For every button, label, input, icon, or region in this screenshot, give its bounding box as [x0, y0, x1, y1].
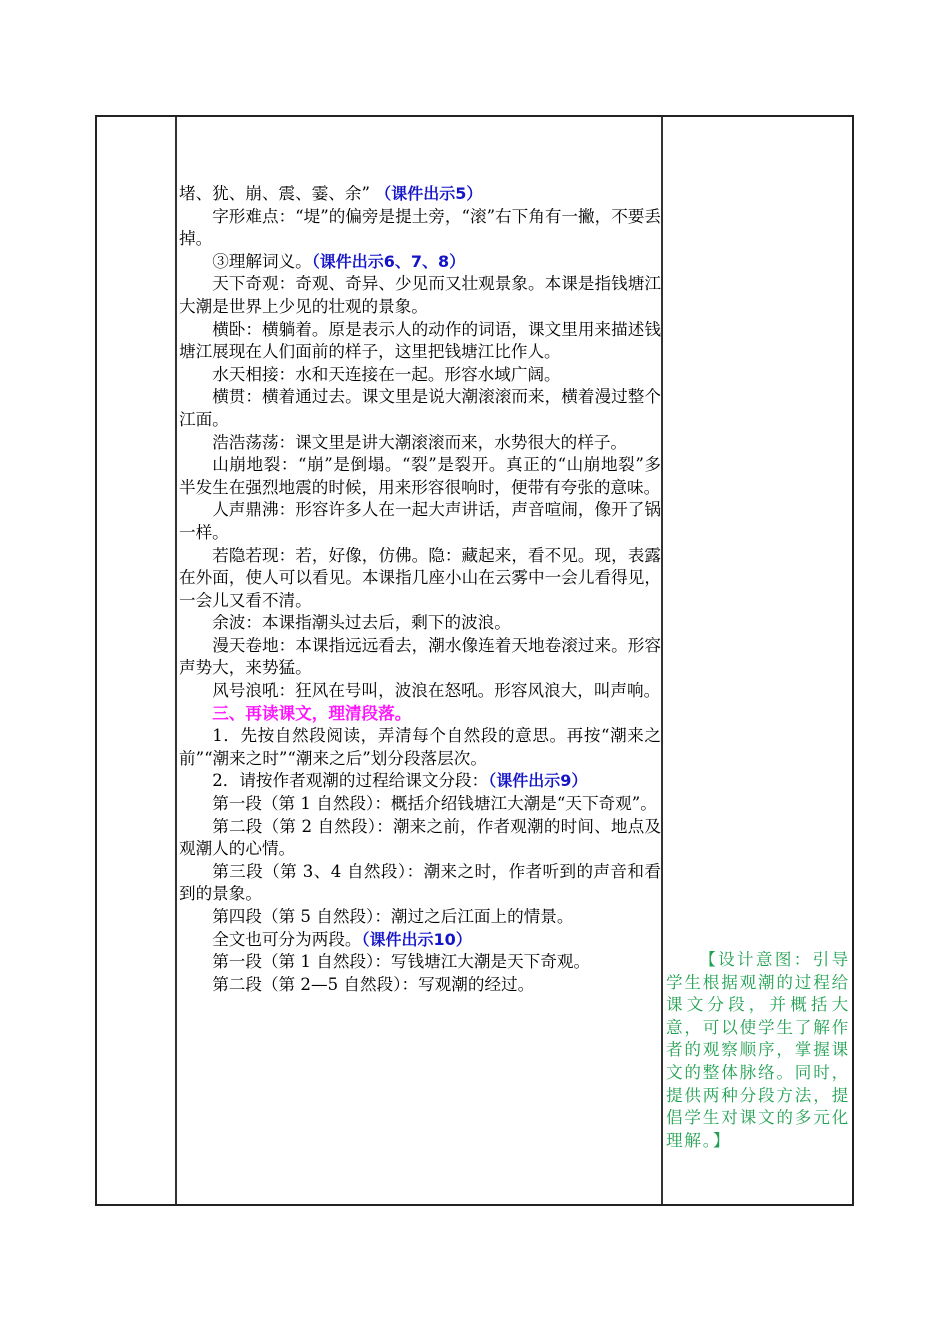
paragraph: 字形难点：“堤”的偏旁是提土旁，“滚”右下角有一撇，不要丢掉。: [179, 206, 661, 249]
design-intent-cell: [663, 117, 852, 1204]
vocab-definition: 若隐若现：若，好像，仿佛。隐：藏起来，看不见。现，表露在外面，使人可以看见。本课指几座小山在云雾中一会儿看得见，一会儿又看不清。: [179, 545, 661, 610]
design-intent-note: 【设计意图：引导学生根据观潮的过程给课文分段，并概括大意，可以使学生了解作者的观察顺序，掌握课文的整体脉络。同时，提供两种分段方法，提倡学生对课文的多元化理解。】: [666, 950, 850, 1150]
char-list-line: 堵、犹、崩、震、霎、余” （课件出示5）: [179, 184, 483, 203]
main-content-cell: [177, 117, 663, 1204]
section-heading: 三、再读课文，理清段落。: [212, 703, 412, 723]
vocab-definition: 风号浪吼：狂风在号叫，波浪在怒吼。形容风浪大，叫声响。: [212, 681, 661, 701]
courseware-tag: （课件出示5）: [375, 184, 483, 203]
lesson-plan-table: [95, 115, 854, 1206]
section-summary: 第一段（第 1 自然段）：写钱塘江大潮是天下奇观。: [212, 952, 591, 972]
vocab-definition: 山崩地裂：“崩”是倒塌。“裂”是裂开。真正的“山崩地裂”多半发生在强烈地震的时候，用来形容很响时，便带有夸张的意味。: [179, 455, 661, 497]
vocab-definition: 横贯：横着通过去。课文里是说大潮滚滚而来，横着漫过整个江面。: [179, 387, 661, 429]
left-column-cell: [97, 117, 177, 1204]
section-summary: 第四段（第 5 自然段）：潮过之后江面上的情景。: [212, 907, 574, 926]
vocab-definition: 天下奇观：奇观、奇异、少见而又壮观景象。本课是指钱塘江大潮是世界上少见的壮观的景象。: [179, 274, 661, 316]
courseware-tag: （课件出示10）: [361, 929, 472, 949]
lesson-body: [179, 183, 661, 996]
paragraph: 2．请按作者观潮的过程给课文分段：（课件出示9）: [212, 771, 588, 791]
courseware-tag: （课件出示6、7、8）: [311, 251, 466, 271]
vocab-definition: 漫天卷地：本课指远远看去，潮水像连着天地卷滚过来。形容声势大，来势猛。: [179, 635, 661, 678]
vocab-definition: 余波：本课指潮头过去后，剩下的波浪。: [212, 613, 511, 633]
paragraph: 1．先按自然段阅读，弄清每个自然段的意思。再按“潮来之前”“潮来之时”“潮来之后”划分段落层次。: [179, 726, 661, 768]
section-summary: 第一段（第 1 自然段）：概括介绍钱塘江大潮是“天下奇观”。: [212, 794, 657, 814]
courseware-tag: （课件出示9）: [488, 771, 588, 791]
section-summary: 第二段（第 2—5 自然段）：写观潮的经过。: [212, 974, 535, 994]
vocab-definition: 横卧：横躺着。原是表示人的动作的词语，课文里用来描述钱塘江展现在人们面前的样子，这里把钱塘江比作人。: [179, 319, 661, 362]
vocab-definition: 浩浩荡荡：课文里是讲大潮滚滚而来，水势很大的样子。: [212, 432, 628, 452]
vocab-definition: 人声鼎沸：形容许多人在一起大声讲话，声音喧闹，像开了锅一样。: [179, 500, 661, 542]
paragraph: ③理解词义。（课件出示6、7、8）: [212, 251, 466, 271]
section-summary: 第三段（第 3、4 自然段）：潮来之时，作者听到的声音和看到的景象。: [179, 861, 661, 904]
paragraph: 全文也可分为两段。（课件出示10）: [212, 929, 472, 949]
vocab-definition: 水天相接：水和天连接在一起。形容水域广阔。: [212, 364, 561, 384]
section-summary: 第二段（第 2 自然段）：潮来之前，作者观潮的时间、地点及观潮人的心情。: [179, 816, 661, 859]
